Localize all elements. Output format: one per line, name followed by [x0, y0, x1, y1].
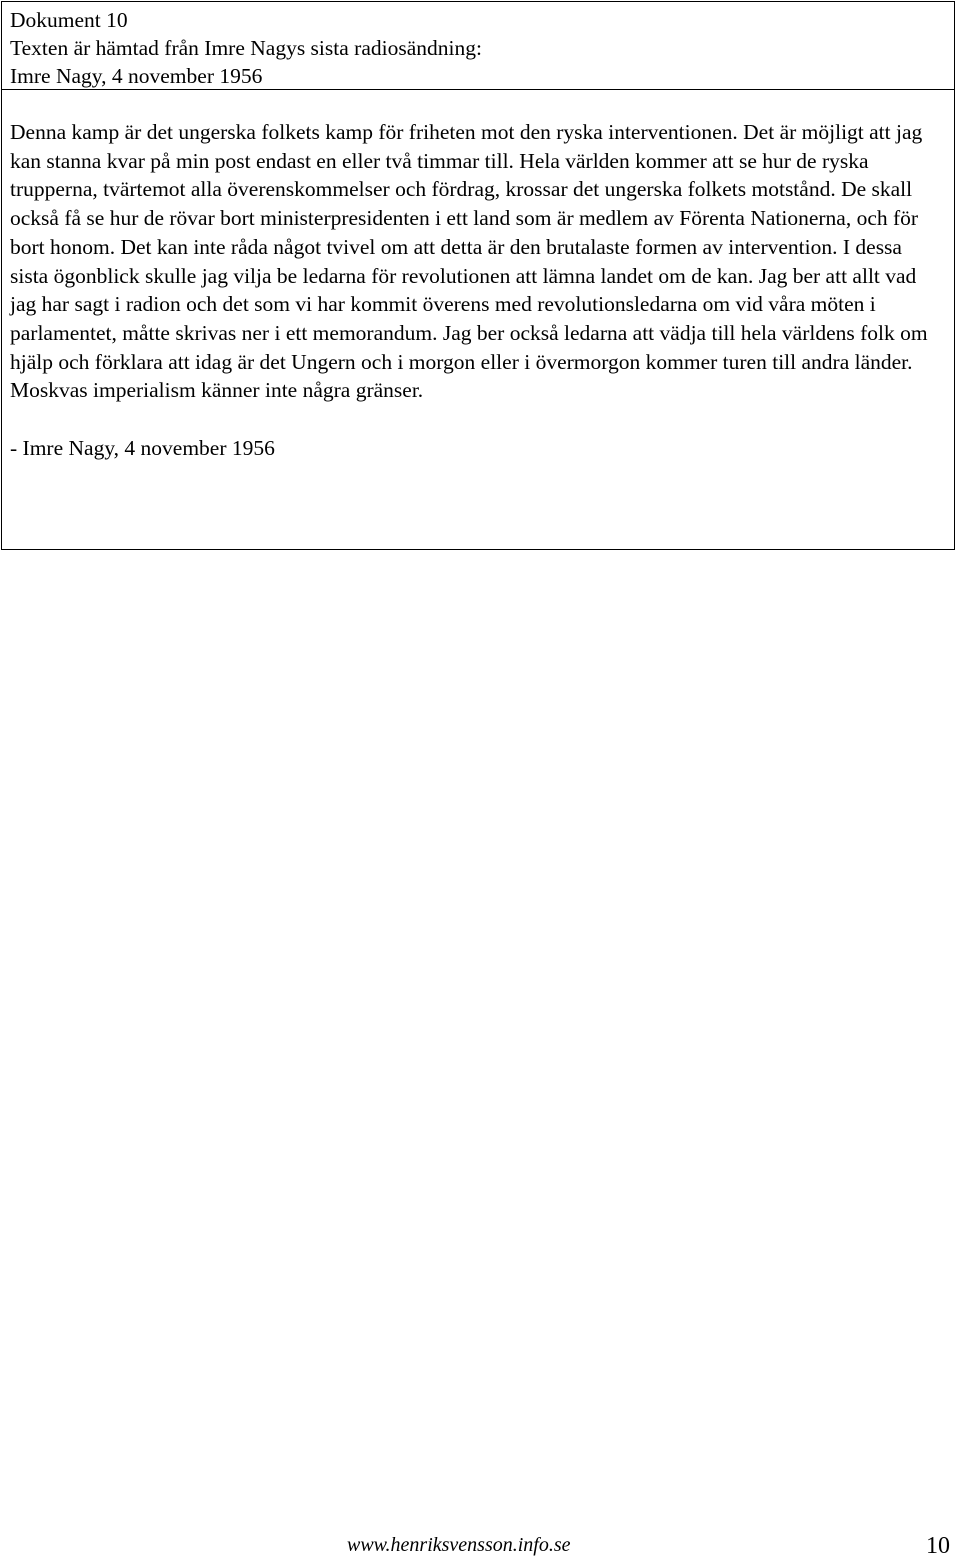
document-body: [2, 90, 954, 549]
document-source: Texten är hämtad från Imre Nagys sista radiosändning:: [10, 36, 482, 60]
page-footer: [0, 1532, 960, 1558]
footer-url: www.henriksvensson.info.se: [347, 1534, 571, 1556]
speech-signature: - Imre Nagy, 4 november 1956: [10, 435, 275, 460]
document-attribution: Imre Nagy, 4 november 1956: [10, 64, 263, 88]
document-header: [2, 2, 954, 90]
page-number: 10: [926, 1533, 950, 1559]
document-title: Dokument 10: [10, 8, 128, 32]
speech-text: Denna kamp är det ungerska folkets kamp för friheten mot den ryska interventionen. Det är möjligt att jag kan stanna kvar på min post endast en eller två timmar till. Hela världen kommer att se hur de ryska trupperna, tvärtemot alla överenskommelser och fördrag, krossar det ungerska folkets motstånd. De skall också få se hur de rövar bort ministerpresidenten i ett land som är medlem av Förenta Nationerna, och för bort honom. Det kan inte råda något tvivel om att detta är den brutalaste formen av intervention. I dessa sista ögonblick skulle jag vilja be ledarna för revolutionen att lämna landet om de kan. Jag ber att allt vad jag har sagt i radion och det som vi har kommit överens med revolutionsledarna om vid våra möten i parlamentet, måtte skrivas ner i ett memorandum. Jag ber också ledarna att vädja till hela världens folk om hjälp och förklara att idag är det Ungern och i morgon eller i övermorgon kommer turen till andra länder. Moskvas imperialism känner inte några gränser.: [10, 120, 928, 403]
document-table: [1, 1, 955, 550]
